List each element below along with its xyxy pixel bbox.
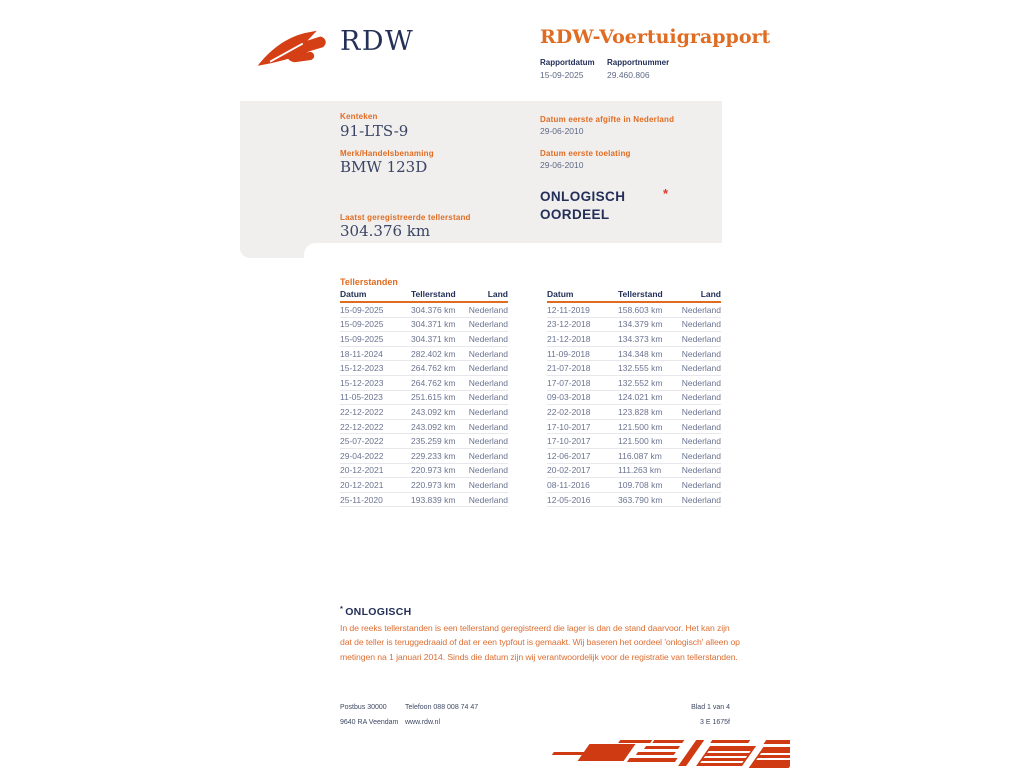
cell-datum: 20-12-2021	[340, 465, 384, 476]
panel-notch	[304, 243, 722, 258]
cell-tellerstand: 235.259 km	[411, 436, 456, 447]
cell-tellerstand: 282.402 km	[411, 348, 456, 359]
cell-datum: 15-12-2023	[340, 377, 384, 388]
cell-datum: 21-12-2018	[547, 333, 591, 344]
footnote-title-text: ONLOGISCH	[345, 606, 412, 618]
table-row	[547, 478, 721, 493]
cell-datum: 15-09-2025	[340, 304, 384, 315]
cell-datum: 25-11-2020	[340, 494, 383, 505]
column-header-datum: Datum	[547, 289, 574, 299]
cell-datum: 17-10-2017	[547, 436, 591, 447]
footer-page-indicator: Blad 1 van 4	[691, 704, 730, 711]
cell-land: Nederland	[468, 479, 508, 490]
cell-datum: 17-10-2017	[547, 421, 591, 432]
cell-land: Nederland	[468, 363, 508, 374]
table-row	[340, 332, 508, 347]
table-header-row	[547, 289, 721, 303]
table-row	[340, 420, 508, 435]
table-row	[547, 361, 721, 376]
table-row	[340, 303, 508, 318]
last-odometer-value: 304.376 km	[340, 222, 431, 240]
cell-land: Nederland	[468, 304, 508, 315]
cell-land: Nederland	[468, 377, 508, 388]
cell-tellerstand: 158.603 km	[618, 304, 663, 315]
table-row	[340, 449, 508, 464]
cell-land: Nederland	[681, 333, 721, 344]
odometer-table-right	[547, 289, 721, 507]
cell-tellerstand: 132.552 km	[618, 377, 663, 388]
cell-datum: 22-02-2018	[547, 406, 591, 417]
report-date-value: 15-09-2025	[540, 70, 584, 80]
cell-tellerstand: 134.373 km	[618, 333, 663, 344]
cell-land: Nederland	[468, 494, 508, 505]
cell-tellerstand: 304.371 km	[411, 333, 456, 344]
cell-land: Nederland	[681, 465, 721, 476]
cell-land: Nederland	[681, 406, 721, 417]
table-row	[547, 332, 721, 347]
table-header-row	[340, 289, 508, 303]
table-row	[547, 449, 721, 464]
cell-datum: 12-11-2019	[547, 304, 590, 315]
cell-land: Nederland	[468, 392, 508, 403]
column-header-tellerstand: Tellerstand	[618, 289, 663, 299]
cell-datum: 12-05-2016	[547, 494, 591, 505]
footer-website: www.rdw.nl	[405, 719, 441, 726]
odometer-tables	[340, 289, 721, 507]
merk-label: Merk/Handelsbenaming	[340, 149, 434, 158]
cell-land: Nederland	[681, 348, 721, 359]
last-odometer-label: Laatst geregistreerde tellerstand	[340, 213, 471, 222]
cell-datum: 22-12-2022	[340, 406, 384, 417]
cell-datum: 18-11-2024	[340, 348, 383, 359]
cell-datum: 21-07-2018	[547, 363, 591, 374]
cell-tellerstand: 220.973 km	[411, 465, 456, 476]
cell-land: Nederland	[681, 421, 721, 432]
cell-tellerstand: 193.839 km	[411, 494, 456, 505]
footnote-line: metingen na 1 januari 2014. Sinds die datum zijn wij verantwoordelijk voor de registratie van tellerstanden.	[340, 651, 738, 662]
cell-land: Nederland	[681, 494, 721, 505]
footer-address-line2: 9640 RA Veendam	[340, 719, 399, 726]
cell-tellerstand: 304.376 km	[411, 304, 456, 315]
table-row	[340, 464, 508, 479]
cell-tellerstand: 123.828 km	[618, 406, 663, 417]
cell-datum: 15-12-2023	[340, 363, 384, 374]
verdict-asterisk: *	[663, 186, 669, 201]
report-number-value: 29.460.806	[607, 70, 650, 80]
cell-datum: 22-12-2022	[340, 421, 384, 432]
cell-tellerstand: 229.233 km	[411, 450, 456, 461]
first-issue-value: 29-06-2010	[540, 126, 584, 136]
kenteken-value: 91-LTS-9	[340, 122, 409, 140]
verdict-text	[540, 188, 625, 223]
table-row	[547, 405, 721, 420]
cell-tellerstand: 304.371 km	[411, 319, 456, 330]
table-row	[340, 347, 508, 362]
table-row	[547, 318, 721, 333]
column-header-land: Land	[487, 289, 508, 299]
table-row	[340, 405, 508, 420]
column-header-datum: Datum	[340, 289, 367, 299]
table-row	[340, 434, 508, 449]
cell-land: Nederland	[681, 319, 721, 330]
cell-datum: 25-07-2022	[340, 436, 384, 447]
cell-tellerstand: 264.762 km	[411, 363, 456, 374]
cell-land: Nederland	[681, 363, 721, 374]
cell-tellerstand: 243.092 km	[411, 421, 456, 432]
footnote-title	[340, 604, 412, 618]
cell-land: Nederland	[681, 479, 721, 490]
footnote-line: In de reeks tellerstanden is een tellerstand geregistreerd die lager is dan de stand daarvoor. Het kan zijn	[340, 623, 730, 633]
cell-datum: 20-12-2021	[340, 479, 384, 490]
column-header-land: Land	[700, 289, 721, 299]
cell-tellerstand: 134.379 km	[618, 319, 663, 330]
cell-land: Nederland	[468, 465, 508, 476]
odometer-table-left	[340, 289, 508, 507]
cell-tellerstand: 134.348 km	[618, 348, 663, 359]
cell-tellerstand: 121.500 km	[618, 421, 663, 432]
cell-tellerstand: 121.500 km	[618, 436, 663, 447]
report-date-label: Rapportdatum	[540, 58, 595, 67]
footer-form-code: 3 E 1675f	[700, 719, 730, 726]
cell-tellerstand: 109.708 km	[618, 479, 663, 490]
footnote-asterisk: *	[340, 604, 344, 613]
cell-datum: 11-09-2018	[547, 348, 590, 359]
table-row	[340, 376, 508, 391]
cell-land: Nederland	[468, 319, 508, 330]
cell-land: Nederland	[468, 450, 508, 461]
report-number-label: Rapportnummer	[607, 58, 670, 67]
table-row	[547, 347, 721, 362]
cell-land: Nederland	[468, 436, 508, 447]
cell-tellerstand: 111.263 km	[618, 465, 662, 476]
rdw-logo-text: RDW	[340, 26, 415, 57]
cell-land: Nederland	[468, 421, 508, 432]
footer-address-line1: Postbus 30000	[340, 704, 387, 711]
merk-value: BMW 123D	[340, 158, 428, 176]
table-row	[340, 318, 508, 333]
cell-tellerstand: 116.087 km	[618, 450, 662, 461]
cell-tellerstand: 132.555 km	[618, 363, 663, 374]
cell-tellerstand: 251.615 km	[411, 392, 456, 403]
table-row	[340, 361, 508, 376]
rdw-logo	[256, 24, 436, 74]
footnote-text	[340, 621, 740, 664]
vehicle-info-panel	[240, 101, 722, 258]
cell-datum: 17-07-2018	[547, 377, 591, 388]
first-admission-label: Datum eerste toelating	[540, 149, 631, 158]
cell-datum: 29-04-2022	[340, 450, 384, 461]
cell-land: Nederland	[681, 450, 721, 461]
cell-datum: 09-03-2018	[547, 392, 591, 403]
table-row	[547, 420, 721, 435]
cell-datum: 15-09-2025	[340, 333, 384, 344]
table-row	[340, 391, 508, 406]
cell-land: Nederland	[468, 406, 508, 417]
cell-land: Nederland	[681, 392, 721, 403]
column-header-tellerstand: Tellerstand	[411, 289, 456, 299]
table-row	[547, 464, 721, 479]
table-row	[547, 303, 721, 318]
speed-stripes-graphic	[545, 739, 790, 768]
cell-land: Nederland	[681, 377, 721, 388]
cell-datum: 20-02-2017	[547, 465, 591, 476]
rdw-bird-icon	[256, 28, 332, 72]
cell-tellerstand: 243.092 km	[411, 406, 456, 417]
cell-tellerstand: 264.762 km	[411, 377, 456, 388]
cell-land: Nederland	[681, 304, 721, 315]
first-issue-label: Datum eerste afgifte in Nederland	[540, 115, 675, 124]
cell-datum: 15-09-2025	[340, 319, 384, 330]
table-row	[340, 478, 508, 493]
table-row	[547, 376, 721, 391]
verdict-line-2: OORDEEL	[540, 206, 610, 222]
cell-tellerstand: 124.021 km	[618, 392, 663, 403]
footer-phone: Telefoon 088 008 74 47	[405, 704, 479, 711]
cell-land: Nederland	[468, 333, 508, 344]
cell-datum: 08-11-2016	[547, 479, 590, 490]
kenteken-label: Kenteken	[340, 112, 378, 121]
table-row	[340, 493, 508, 508]
footnote-line: dat de teller is teruggedraaid of dat er een typfout is gemaakt. Wij baseren het oordeel 'onlogisch' alleen op	[340, 637, 740, 648]
cell-datum: 11-05-2023	[340, 392, 383, 403]
first-admission-value: 29-06-2010	[540, 160, 584, 170]
odometer-section-title: Tellerstanden	[340, 277, 398, 287]
cell-datum: 23-12-2018	[547, 319, 591, 330]
page-title: RDW-Voertuigrapport	[540, 26, 771, 48]
table-row	[547, 391, 721, 406]
cell-datum: 12-06-2017	[547, 450, 591, 461]
verdict-line-1: ONLOGISCH	[540, 189, 626, 204]
table-row	[547, 434, 721, 449]
table-row	[547, 493, 721, 508]
cell-land: Nederland	[468, 348, 508, 359]
cell-tellerstand: 363.790 km	[618, 494, 663, 505]
cell-land: Nederland	[681, 436, 721, 447]
cell-tellerstand: 220.973 km	[411, 479, 456, 490]
